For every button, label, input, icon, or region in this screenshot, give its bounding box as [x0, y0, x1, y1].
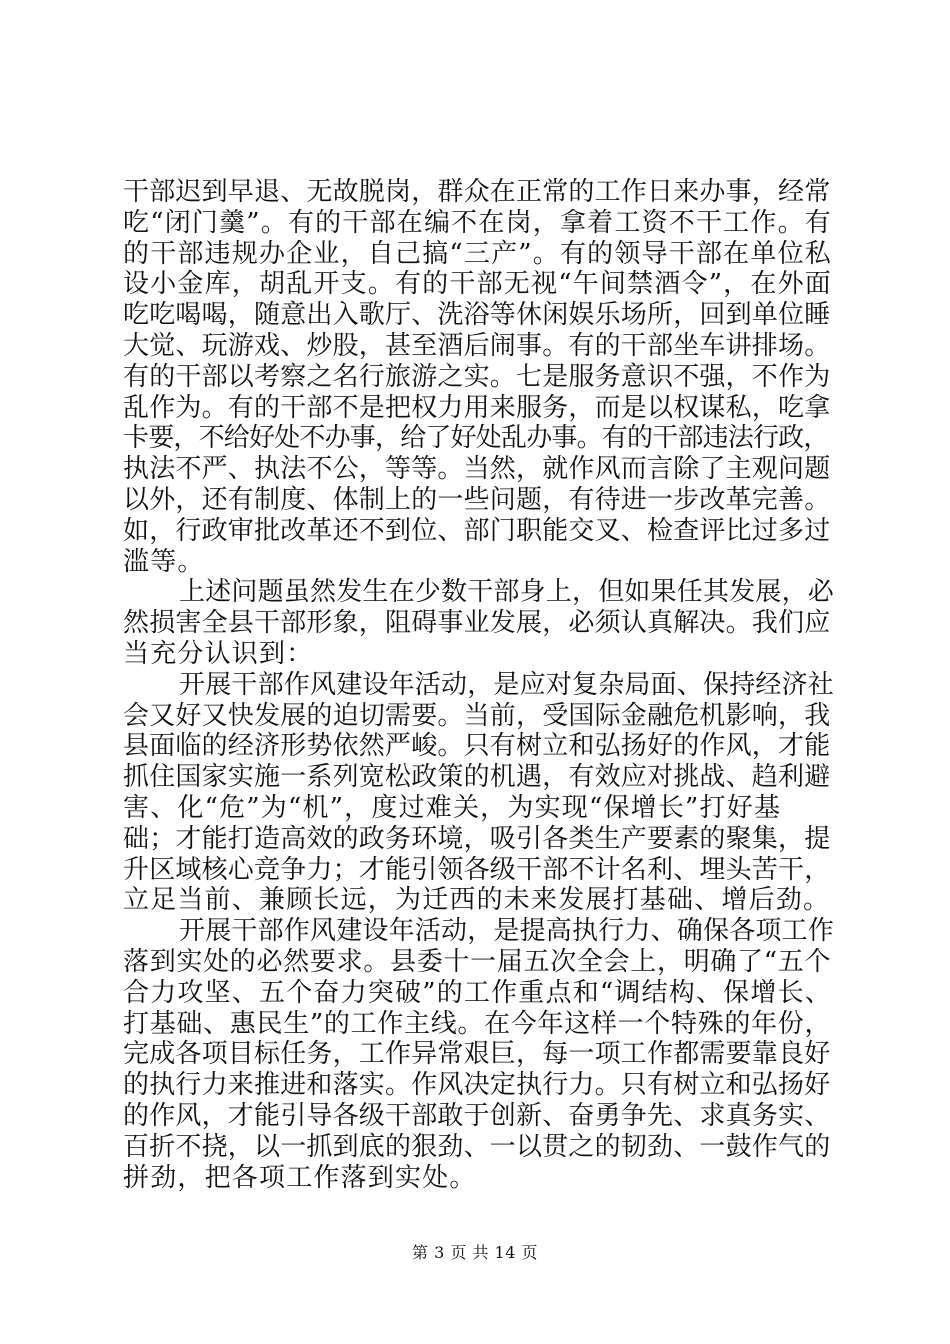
- text-line: 百折不挠，以一抓到底的狠劲、一以贯之的韧劲、一鼓作气的: [123, 1131, 831, 1162]
- text-line: 打基础、惠民生”的工作主线。在今年这样一个特殊的年份，: [123, 1008, 832, 1039]
- page-number-footer: 第 3 页 共 14 页: [412, 1243, 538, 1262]
- text-line: 害、化“危”为“机”，度过难关，为实现“保增长”打好基: [123, 792, 782, 823]
- text-line: 的作风，才能引导各级干部敢于创新、奋勇争先、求真务实、: [123, 1100, 831, 1131]
- text-line: 抓住国家实施一系列宽松政策的机遇，有效应对挑战、趋利避: [123, 762, 831, 793]
- text-line: 拼劲，把各项工作落到实处。: [123, 1162, 477, 1193]
- text-line: 合力攻坚、五个奋力突破”的工作重点和“调结构、保增长、: [123, 977, 832, 1008]
- text-line: 升区域核心竞争力；才能引领各级干部不计名利、埋头苦干，: [123, 854, 831, 885]
- text-line: 如，行政审批改革还不到位、部门职能交叉、检查评比过多过: [123, 515, 831, 546]
- text-line: 有的干部以考察之名行旅游之实。七是服务意识不强，不作为: [123, 361, 831, 392]
- body-text: [123, 177, 833, 1193]
- text-line: 然损害全县干部形象，阻碍事业发展，必须认真解决。我们应: [123, 608, 831, 639]
- paragraph-first-line: 上述问题虽然发生在少数干部身上，但如果任其发展，必: [179, 577, 835, 608]
- text-line: 完成各项目标任务，工作异常艰巨，每一项工作都需要靠良好: [123, 1039, 831, 1070]
- text-line: 滥等。: [123, 546, 205, 577]
- text-line: 县面临的经济形势依然严峻。只有树立和弘扬好的作风，才能: [123, 731, 831, 762]
- text-line: 的执行力来推进和落实。作风决定执行力。只有树立和弘扬好: [123, 1070, 831, 1101]
- text-line: 卡要，不给好处不办事，给了好处乱办事。有的干部违法行政，: [123, 423, 829, 454]
- text-line: 乱作为。有的干部不是把权力用来服务，而是以权谋私，吃拿: [123, 392, 831, 423]
- text-line: 立足当前、兼顾长远，为迁西的未来发展打基础、增后劲。: [123, 885, 831, 916]
- paragraph-first-line: 开展干部作风建设年活动，是应对复杂局面、保持经济社: [179, 669, 835, 700]
- text-line: 吃“闭门羹”。有的干部在编不在岗，拿着工资不干工作。有: [123, 207, 832, 238]
- text-line: 干部迟到早退、无故脱岗，群众在正常的工作日来办事，经常: [123, 177, 831, 207]
- paragraph-first-line: 开展干部作风建设年活动，是提高执行力、确保各项工作: [179, 916, 835, 947]
- text-line: 设小金库，胡乱开支。有的干部无视“午间禁酒令”，在外面: [123, 269, 832, 300]
- text-line: 当充分认识到：: [123, 638, 314, 669]
- text-line: 落到实处的必然要求。县委十一届五次全会上，明确了“五个: [123, 946, 832, 977]
- text-line: 以外，还有制度、体制上的一些问题，有待进一步改革完善。: [123, 484, 831, 515]
- text-line: 大觉、玩游戏、炒股，甚至酒后闹事。有的干部坐车讲排场。: [123, 330, 831, 361]
- text-line: 会又好又快发展的迫切需要。当前，受国际金融危机影响，我: [123, 700, 831, 731]
- text-line: 础；才能打造高效的政务环境，吸引各类生产要素的聚集，提: [123, 823, 831, 854]
- text-line: 吃吃喝喝，随意出入歌厅、洗浴等休闲娱乐场所，回到单位睡: [123, 300, 831, 331]
- text-line: 的干部违规办企业，自己搞“三产”。有的领导干部在单位私: [123, 238, 832, 269]
- text-line: 执法不严、执法不公，等等。当然，就作风而言除了主观问题: [123, 454, 831, 485]
